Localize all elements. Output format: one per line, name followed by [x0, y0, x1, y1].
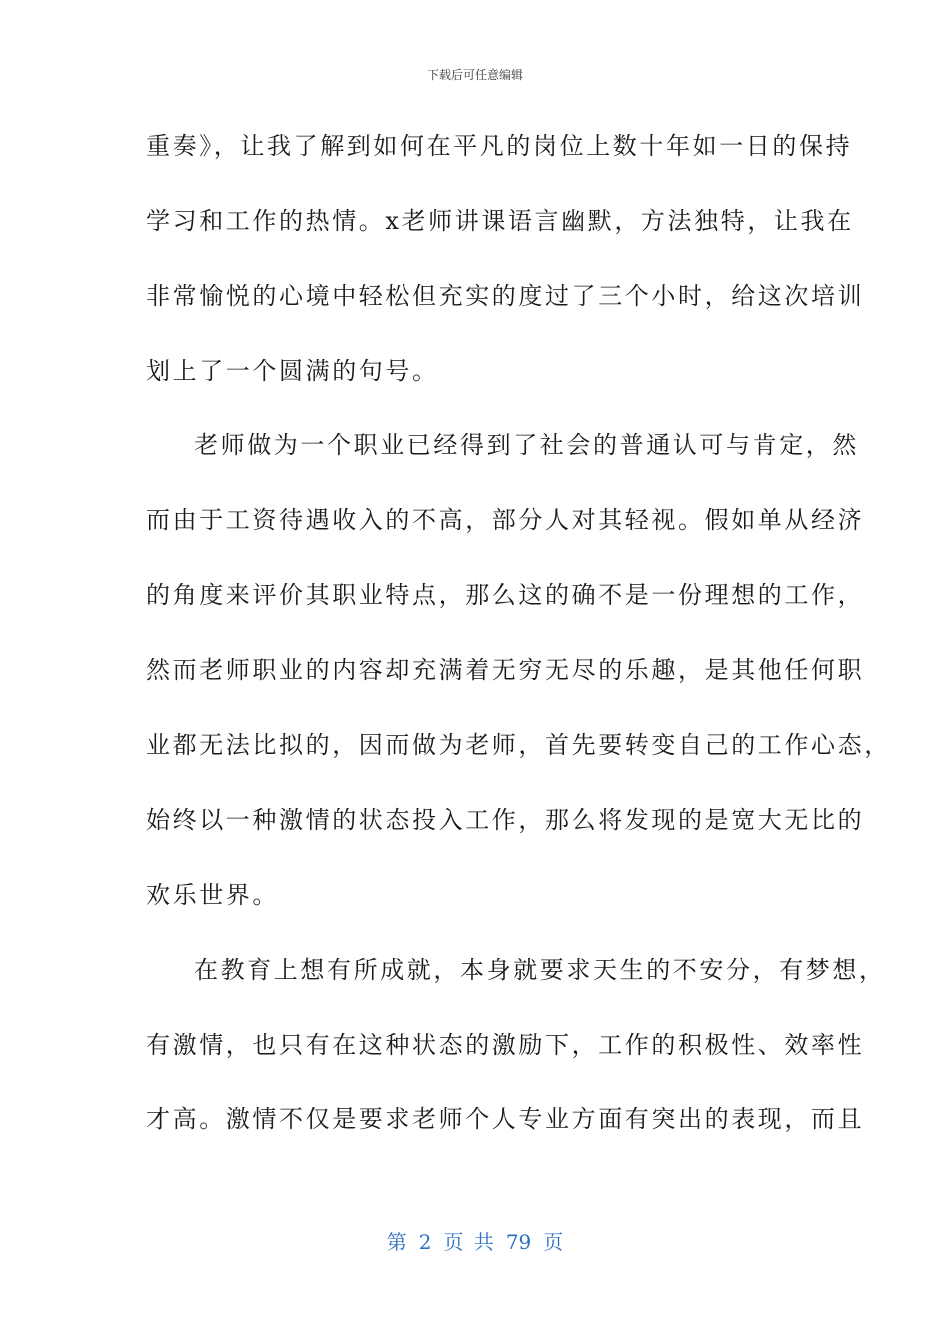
paragraph-2-line-1: 老师做为一个职业已经得到了社会的普通认可与肯定，然	[194, 431, 859, 459]
footer-suffix: 页	[543, 1230, 564, 1254]
footer-total-pages: 79	[505, 1230, 532, 1254]
page-header-note: 下载后可任意编辑	[426, 68, 523, 82]
footer-current-page: 2	[418, 1230, 432, 1254]
page-footer	[0, 1226, 950, 1255]
paragraph-1-line-3: 非常愉悦的心境中轻松但充实的度过了三个小时，给这次培训	[146, 282, 865, 310]
paragraph-2-line-4: 然而老师职业的内容却充满着无穷无尽的乐趣，是其他任何职	[146, 656, 865, 684]
paragraph-1-line-4: 划上了一个圆满的句号。	[146, 357, 439, 385]
paragraph-1-line-2: 学习和工作的热情。x老师讲课语言幽默，方法独特，让我在	[146, 207, 854, 235]
paragraph-3-line-2: 有激情，也只有在这种状态的激励下，工作的积极性、效率性	[146, 1031, 865, 1059]
paragraph-2-line-5: 业都无法比拟的，因而做为老师，首先要转变自己的工作心态，	[146, 731, 891, 759]
paragraph-2-line-3: 的角度来评价其职业特点，那么这的确不是一份理想的工作，	[146, 581, 865, 609]
paragraph-3-line-1: 在教育上想有所成就，本身就要求天生的不安分，有梦想，	[194, 956, 886, 984]
paragraph-2-line-2: 而由于工资待遇收入的不高，部分人对其轻视。假如单从经济	[146, 506, 865, 534]
footer-middle: 页 共	[443, 1230, 494, 1254]
paragraph-1-line-1: 重奏》，让我了解到如何在平凡的岗位上数十年如一日的保持	[146, 132, 853, 160]
paragraph-2-line-6: 始终以一种激情的状态投入工作，那么将发现的是宽大无比的	[146, 806, 865, 834]
footer-prefix: 第	[386, 1230, 407, 1254]
paragraph-3-line-3: 才高。激情不仅是要求老师个人专业方面有突出的表现，而且	[146, 1105, 865, 1133]
paragraph-2-line-7: 欢乐世界。	[146, 881, 279, 909]
